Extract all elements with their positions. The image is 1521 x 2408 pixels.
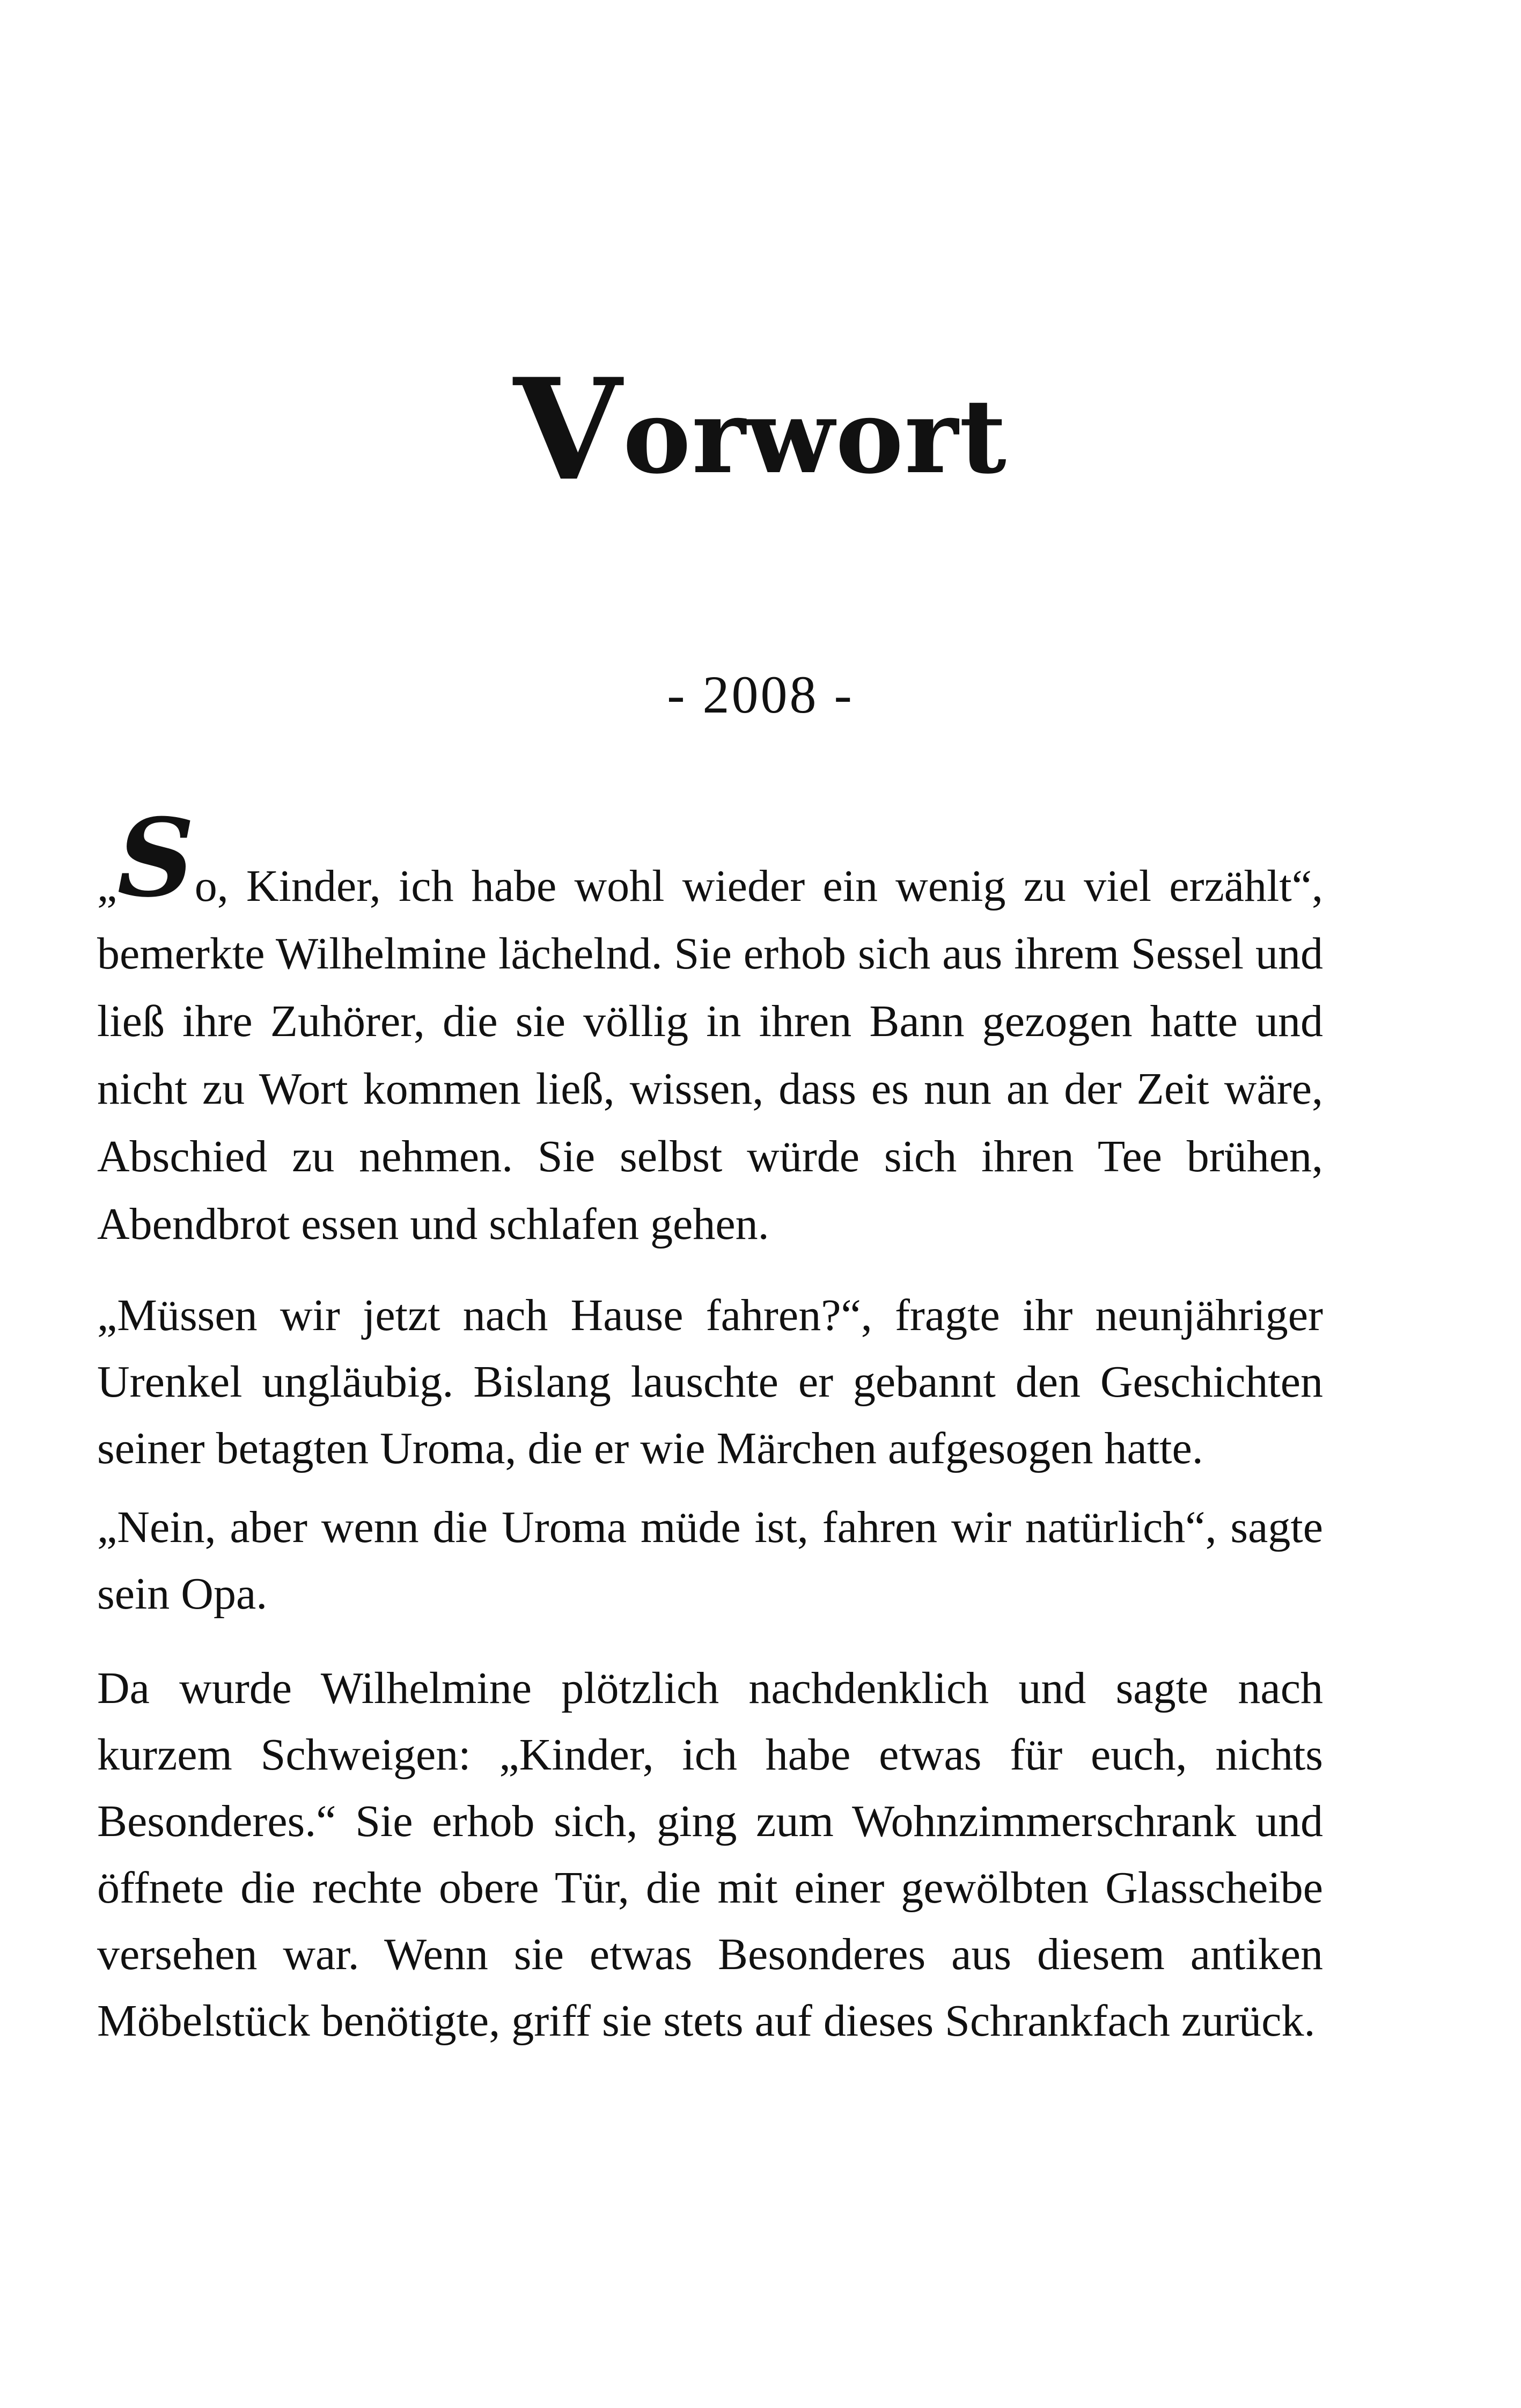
drop-cap-initial: S <box>117 795 195 921</box>
paragraph-1-text: bemerkte Wilhelmine lächelnd. Sie erhob sich aus ihrem Sessel und ließ ihre Zuhörer, die sie völlig in ihren Bann gezogen hatte und nicht zu Wort kommen ließ, wissen, dass es nun an der Zeit wäre, Abschied zu nehmen. Sie selbst würde sich ihren Tee brühen, Abendbrot essen und schlafen gehen. <box>97 929 1323 1249</box>
paragraph-2-text: „Müssen wir jetzt nach Hause fahren?“, fragte ihr neunjähriger Urenkel ungläubig. Bislang lauschte er gebannt den Geschichten seiner betagten Uroma, die er wie Märchen aufgesogen hatte. <box>97 1290 1323 1473</box>
paragraph-3 <box>97 1494 1323 1627</box>
opening-quote: „ <box>97 861 117 911</box>
paragraph-1 <box>97 795 1323 1258</box>
paragraph-2 <box>97 1282 1323 1482</box>
chapter-title-rest: orwort <box>622 377 1008 496</box>
paragraph-4-text: Da wurde Wilhelmine plötzlich nachdenklich und sagte nach kurzem Schweigen: „Kinder, ich habe etwas für euch, nichts Besonderes.“ Sie erhob sich, ging zum Wohnzimmerschrank und öffnete die rechte obere Tür, die mit einer gewölbten Glasscheibe versehen war. Wenn sie etwas Besonderes aus diesem antiken Möbelstück benötigte, griff sie stets auf dieses Schrankfach zurück. <box>97 1663 1323 2046</box>
paragraph-3-text: „Nein, aber wenn die Uroma müde ist, fahren wir natürlich“, sagte sein Opa. <box>97 1502 1323 1619</box>
section-year: - 2008 - <box>667 665 854 724</box>
first-line <box>97 795 1323 921</box>
chapter-title <box>0 348 1521 512</box>
first-line-text: o, Kinder, ich habe wohl wieder ein wenig zu viel erzählt“, <box>194 861 1323 911</box>
ornamental-initial-v: V <box>513 348 623 512</box>
paragraph-4 <box>97 1655 1323 2054</box>
